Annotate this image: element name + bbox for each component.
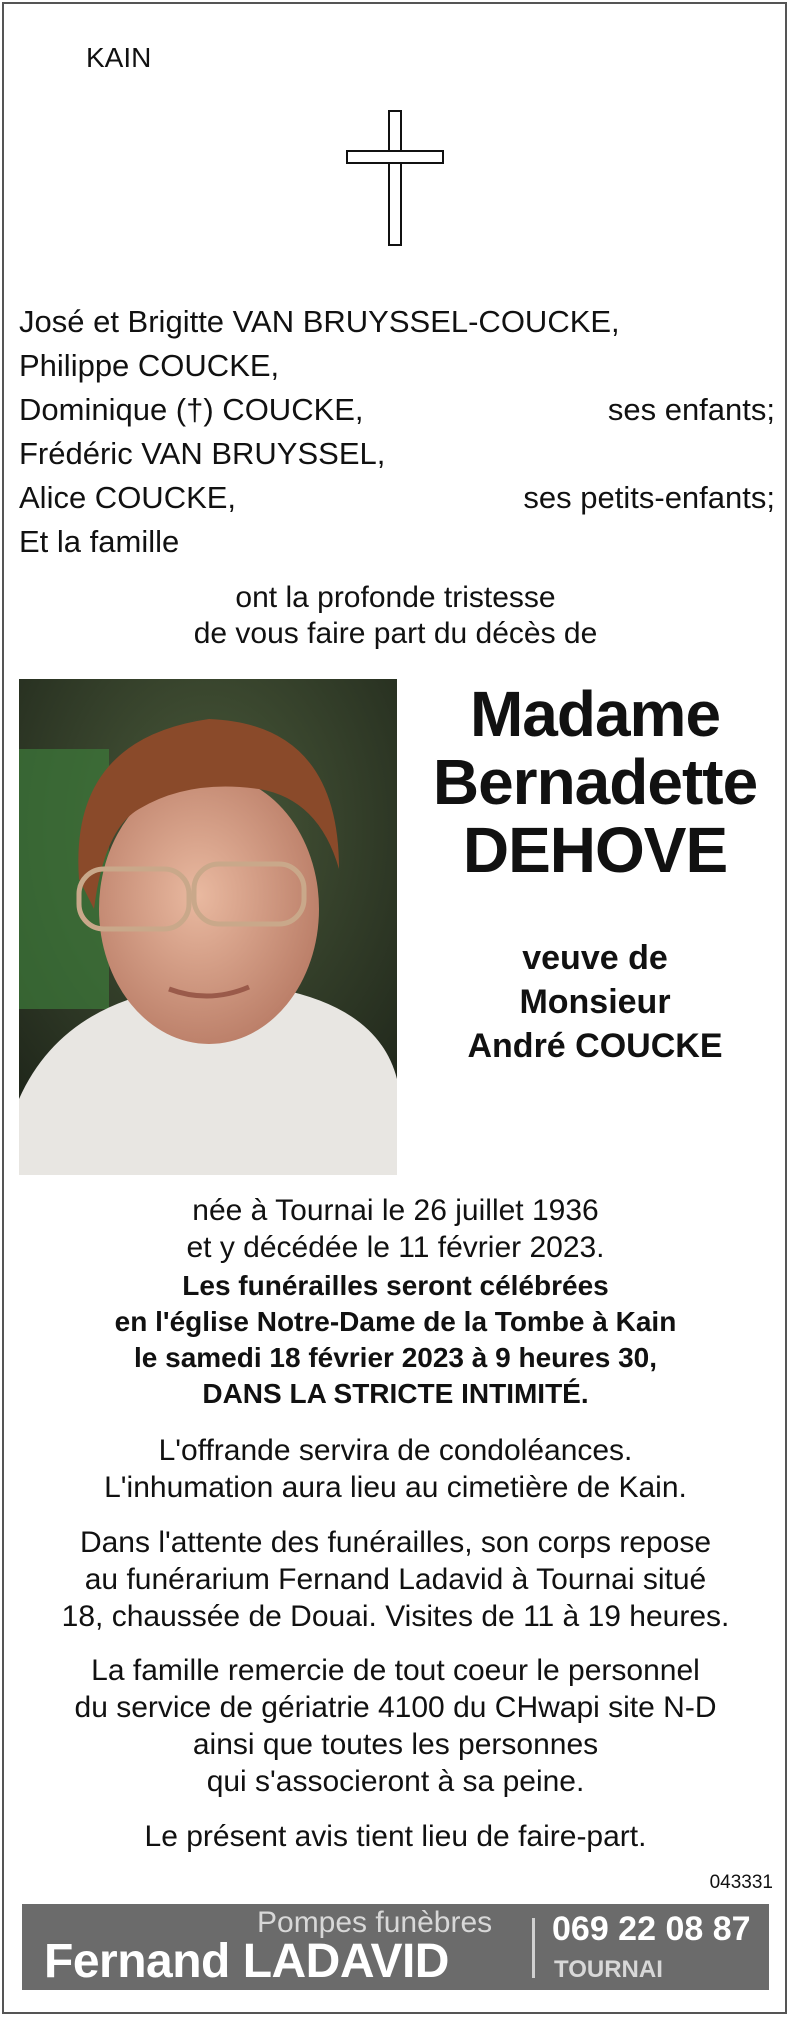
- deceased-name-block: [410, 680, 780, 1068]
- notice-line: Le présent avis tient lieu de faire-part.: [144, 1820, 647, 1853]
- family-line: José et Brigitte VAN BRUYSSEL-COUCKE,: [19, 304, 620, 339]
- family-list: [19, 300, 775, 564]
- funeral-home-city: TOURNAI: [554, 1956, 663, 1983]
- funeral-home-banner: [22, 1904, 769, 1990]
- deceased-title: Madame: [469, 678, 721, 750]
- deceased-last-name: DEHOVE: [462, 814, 728, 886]
- thanks-paragraph: La famille remercie de tout coeur le personnel du service de gériatrie 4100 du CHwapi site N-D ainsi que toutes les personnes qui s'associeront à sa peine.: [74, 1654, 717, 1798]
- funeral-home-phone: 069 22 08 87: [552, 1910, 751, 1948]
- visitation-paragraph: Dans l'attente des funérailles, son corps repose au funérarium Fernand Ladavid à Tournai situé 18, chaussée de Douai. Visites de 11 à 19 heures.: [61, 1526, 730, 1633]
- deceased-first-name: Bernadette: [432, 746, 758, 818]
- family-line: Et la famille: [19, 524, 180, 559]
- place-name: KAIN: [86, 42, 152, 73]
- banner-divider: [532, 1918, 535, 1978]
- cross-icon: [346, 110, 444, 246]
- portrait-photo: [19, 679, 397, 1175]
- family-line: Dominique (†) COUCKE, ses enfants;: [19, 392, 775, 427]
- family-line: Alice COUCKE, ses petits-enfants;: [19, 480, 775, 515]
- widow-of: veuve de Monsieur André COUCKE: [467, 939, 723, 1065]
- reference-number: 043331: [709, 1872, 773, 1893]
- funeral-home-name: Fernand LADAVID: [44, 1935, 449, 1988]
- birth-death-dates: née à Tournai le 26 juillet 1936 et y décédée le 11 février 2023.: [186, 1194, 605, 1264]
- funeral-details: Les funérailles seront célébrées en l'église Notre-Dame de la Tombe à Kain le samedi 18 février 2023 à 9 heures 30, DANS LA STRICTE INTIMITÉ.: [114, 1270, 677, 1409]
- offering-paragraph: L'offrande servira de condoléances. L'inhumation aura lieu au cimetière de Kain.: [104, 1434, 687, 1504]
- announcement-intro: ont la profonde tristesse de vous faire part du décès de: [193, 581, 598, 650]
- funeral-home-label: Pompes funèbres: [257, 1906, 493, 1939]
- family-line: Frédéric VAN BRUYSSEL,: [19, 436, 386, 471]
- family-line: Philippe COUCKE,: [19, 348, 280, 383]
